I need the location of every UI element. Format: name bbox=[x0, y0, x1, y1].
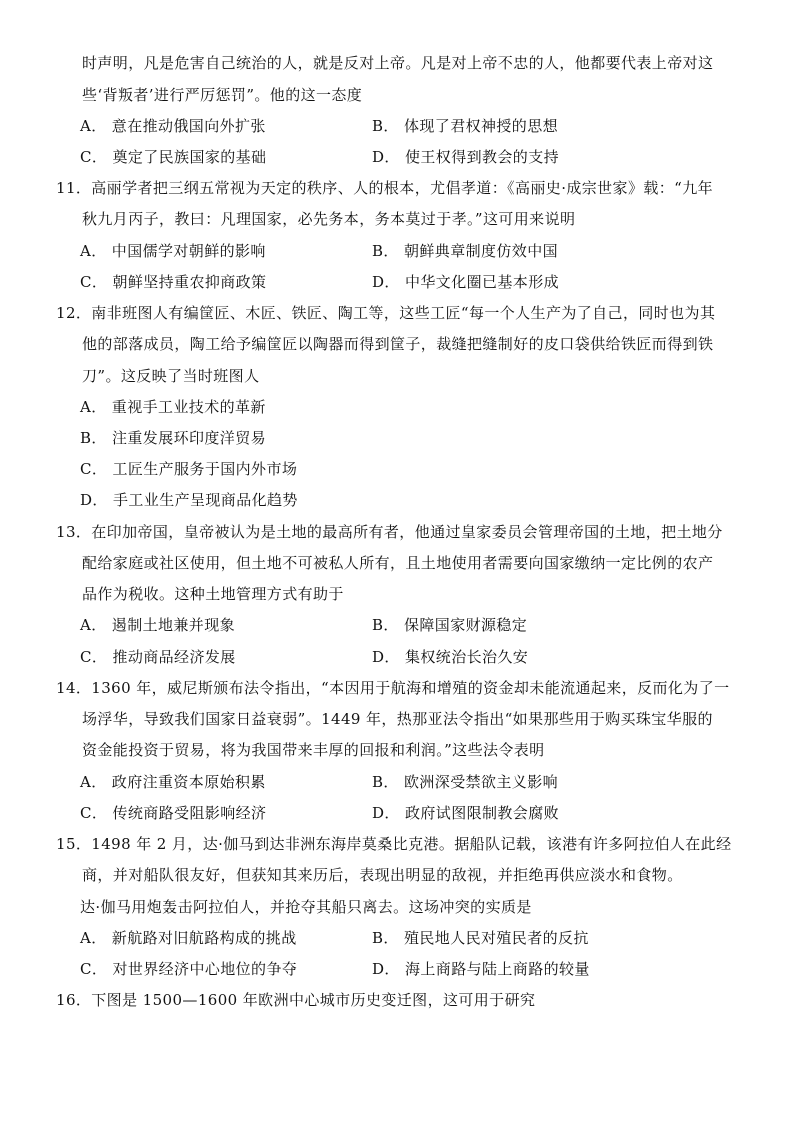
q10-option-d: D． 使王权得到教会的支持 bbox=[372, 148, 559, 166]
q15-stem-line-2: 商，并对船队很友好，但获知其来历后，表现出明显的敌视，并拒绝再供应淡水和食物。 bbox=[82, 866, 683, 884]
q12-option-a: A． 重视手工业技术的革新 bbox=[80, 398, 266, 416]
q13-option-b: B． 保障国家财源稳定 bbox=[372, 616, 528, 634]
q11-stem-line-2: 秋九月丙子，教曰：凡理国家，必先务本，务本莫过于孝。”这可用来说明 bbox=[82, 210, 576, 228]
q12-stem-line-1: 12．南非班图人有编筐匠、木匠、铁匠、陶工等，这些工匠“每一个人生产为了自己，同时也为其 bbox=[56, 304, 716, 322]
q10-stem-line-1: 时声明，凡是危害自己统治的人，就是反对上帝。凡是对上帝不忠的人，他都要代表上帝对这 bbox=[82, 54, 714, 72]
q13-stem-line-2: 配给家庭或社区使用，但土地不可被私人所有，且土地使用者需要向国家缴纳一定比例的农产 bbox=[82, 554, 714, 572]
q15-option-b: B． 殖民地人民对殖民者的反抗 bbox=[372, 929, 589, 947]
q15-stem-line-1: 15．1498 年 2 月，达·伽马到达非洲东海岸莫桑比克港。据船队记载，该港有许多阿拉伯人在此经 bbox=[56, 835, 732, 853]
q14-stem-line-3: 资金能投资于贸易，将为我国带来丰厚的回报和利润。”这些法令表明 bbox=[82, 741, 545, 759]
q11-option-d: D． 中华文化圈已基本形成 bbox=[372, 273, 559, 291]
q14-option-a: A． 政府注重资本原始积累 bbox=[80, 773, 266, 791]
q14-stem-line-1: 14．1360 年，威尼斯颁布法令指出，“本因用于航海和增殖的资金却未能流通起来，反而化为了一 bbox=[56, 679, 730, 697]
q12-option-d: D． 手工业生产呈现商品化趋势 bbox=[80, 491, 298, 509]
q10-option-c: C． 奠定了民族国家的基础 bbox=[80, 148, 267, 166]
q16-stem-line-1: 16．下图是 1500—1600 年欧洲中心城市历史变迁图，这可用于研究 bbox=[56, 991, 536, 1009]
q12-option-b: B． 注重发展环印度洋贸易 bbox=[80, 429, 266, 447]
q15-option-d: D． 海上商路与陆上商路的较量 bbox=[372, 960, 590, 978]
q11-option-b: B． 朝鲜典章制度仿效中国 bbox=[372, 242, 558, 260]
q13-option-d: D． 集权统治长治久安 bbox=[372, 648, 529, 666]
q15-option-c: C． 对世界经济中心地位的争夺 bbox=[80, 960, 298, 978]
q12-stem-line-2: 他的部落成员，陶工给予编筐匠以陶器而得到筐子，裁缝把缝制好的皮口袋供给铁匠而得到铁 bbox=[82, 335, 714, 353]
q15-option-a: A． 新航路对旧航路构成的挑战 bbox=[80, 929, 297, 947]
q14-option-d: D． 政府试图限制教会腐败 bbox=[372, 804, 559, 822]
q12-stem-line-3: 刀”。这反映了当时班图人 bbox=[82, 367, 260, 385]
q14-option-c: C． 传统商路受阻影响经济 bbox=[80, 804, 267, 822]
q13-stem-line-1: 13．在印加帝国，皇帝被认为是土地的最高所有者，他通过皇家委员会管理帝国的土地，把土地分 bbox=[56, 523, 723, 541]
q10-option-a: A． 意在推动俄国向外扩张 bbox=[80, 117, 266, 135]
q14-stem-line-2: 场浮华，导致我们国家日益衰弱”。1449 年，热那亚法令指出“如果那些用于购买珠宝华服的 bbox=[82, 710, 713, 728]
q11-stem-line-1: 11．高丽学者把三纲五常视为天定的秩序、人的根本，尤倡孝道：《高丽史·成宗世家》载：“九年 bbox=[56, 179, 714, 197]
q10-option-b: B． 体现了君权神授的思想 bbox=[372, 117, 558, 135]
q14-option-b: B． 欧洲深受禁欲主义影响 bbox=[372, 773, 558, 791]
q13-stem-line-3: 品作为税收。这种土地管理方式有助于 bbox=[82, 585, 344, 603]
q13-option-a: A． 遏制土地兼并现象 bbox=[80, 616, 236, 634]
q12-option-c: C． 工匠生产服务于国内外市场 bbox=[80, 460, 298, 478]
q15-stem-line-3: 达·伽马用炮轰击阿拉伯人，并抢夺其船只离去。这场冲突的实质是 bbox=[80, 898, 532, 916]
q13-option-c: C． 推动商品经济发展 bbox=[80, 648, 236, 666]
q10-stem-line-2: 些‘背叛者’进行严厉惩罚”。他的这一态度 bbox=[82, 86, 363, 104]
q11-option-c: C． 朝鲜坚持重农抑商政策 bbox=[80, 273, 267, 291]
q11-option-a: A． 中国儒学对朝鲜的影响 bbox=[80, 242, 266, 260]
